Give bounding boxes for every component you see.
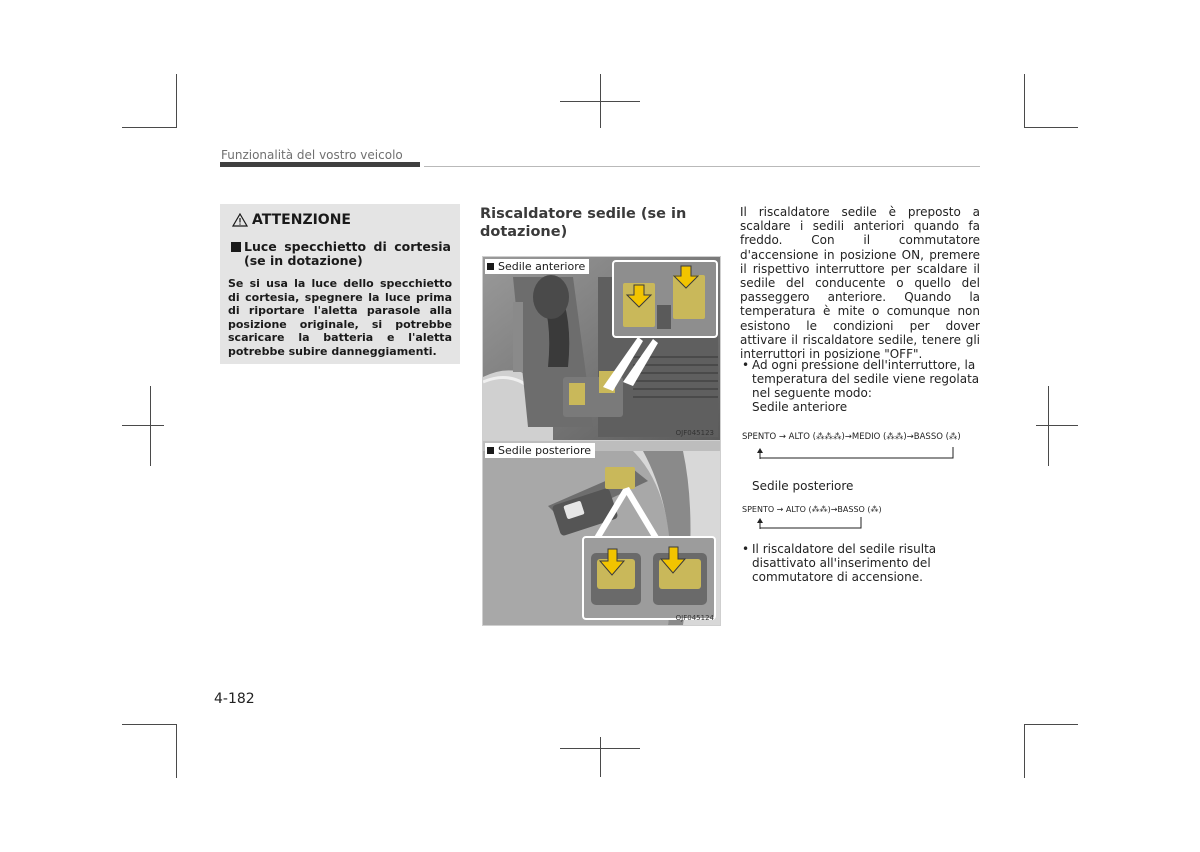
rear-seat-sequence: SPENTO → ALTO (⁂⁂)→BASSO (⁂) <box>742 505 882 514</box>
crop-mark <box>1024 724 1078 725</box>
figure-code: OJF045124 <box>675 614 714 622</box>
bullet-icon: • <box>742 542 750 556</box>
running-header: Funzionalità del vostro veicolo <box>221 148 403 162</box>
registration-mark <box>1036 425 1078 426</box>
front-seat-label: Sedile anteriore <box>752 400 848 414</box>
registration-mark <box>1048 386 1049 466</box>
rear-seat-label: Sedile posteriore <box>752 479 854 493</box>
figure-label-text: Sedile anteriore <box>498 260 586 273</box>
registration-mark <box>600 737 601 777</box>
warning-title-text: ATTENZIONE <box>252 212 351 228</box>
square-bullet-icon <box>487 263 494 270</box>
crop-mark <box>1024 127 1078 128</box>
header-rule <box>220 162 420 167</box>
square-bullet-icon <box>231 242 241 252</box>
list-item <box>742 358 980 401</box>
warning-triangle-icon <box>232 213 248 227</box>
bullet-icon: • <box>742 358 750 372</box>
page-number: 4-182 <box>214 691 255 707</box>
registration-mark <box>150 386 151 466</box>
list-item-text: Il riscaldatore del sedile risulta disattivato all'inserimento del commutatore di accensione. <box>752 542 937 585</box>
header-rule <box>424 166 980 167</box>
section-title: Riscaldatore sedile (se in dotazione) <box>480 206 687 240</box>
crop-mark <box>176 74 177 128</box>
figure-front-seat <box>482 256 721 441</box>
front-console-illustration <box>483 257 720 440</box>
crop-mark <box>1024 74 1025 128</box>
registration-mark <box>560 748 640 749</box>
cycle-return-arrow <box>755 446 970 460</box>
figure-label <box>485 259 589 274</box>
square-bullet-icon <box>487 447 494 454</box>
warning-title <box>232 212 351 228</box>
crop-mark <box>122 724 176 725</box>
figure-label <box>485 443 595 458</box>
crop-mark <box>1024 724 1025 778</box>
warning-subtitle: Luce specchietto di cortesia (se in dotazione) <box>244 239 451 268</box>
list-item <box>742 542 980 585</box>
warning-box <box>220 204 460 364</box>
warning-body: Se si usa la luce dello specchietto di cortesia, spegnere la luce prima di riportare l'aletta parasole alla posizione originale, si potrebbe scaricare la batteria e l'aletta potrebbe subire danneggiamenti. <box>228 277 452 358</box>
intro-paragraph: Il riscaldatore sedile è preposto a scaldare i sedili anteriori quando fa freddo. Con il commutatore d'accensione in posizione ON, premere il rispettivo interruttore per scaldare il sedile del conducente o quello del passeggero anteriore. Quando la temperatura è mite o comunque non esistono le condizioni per dover attivare il riscaldatore sedile, tenere gli interruttori in posizione "OFF". <box>740 205 980 362</box>
crop-mark <box>176 724 177 778</box>
figure-rear-seat <box>482 440 721 626</box>
figure-code: OJF045123 <box>675 429 714 437</box>
registration-mark <box>560 101 640 102</box>
cycle-return-arrow <box>755 516 875 530</box>
front-seat-sequence: SPENTO → ALTO (⁂⁂⁂)→MEDIO (⁂⁂)→BASSO (⁂) <box>742 432 961 442</box>
list-item-text: Ad ogni pressione dell'interruttore, la temperatura del sedile viene regolata nel seguente modo: <box>752 358 980 401</box>
figure-label-text: Sedile posteriore <box>498 444 591 457</box>
crop-mark <box>122 127 176 128</box>
registration-mark <box>122 425 164 426</box>
rear-door-illustration <box>483 441 720 625</box>
